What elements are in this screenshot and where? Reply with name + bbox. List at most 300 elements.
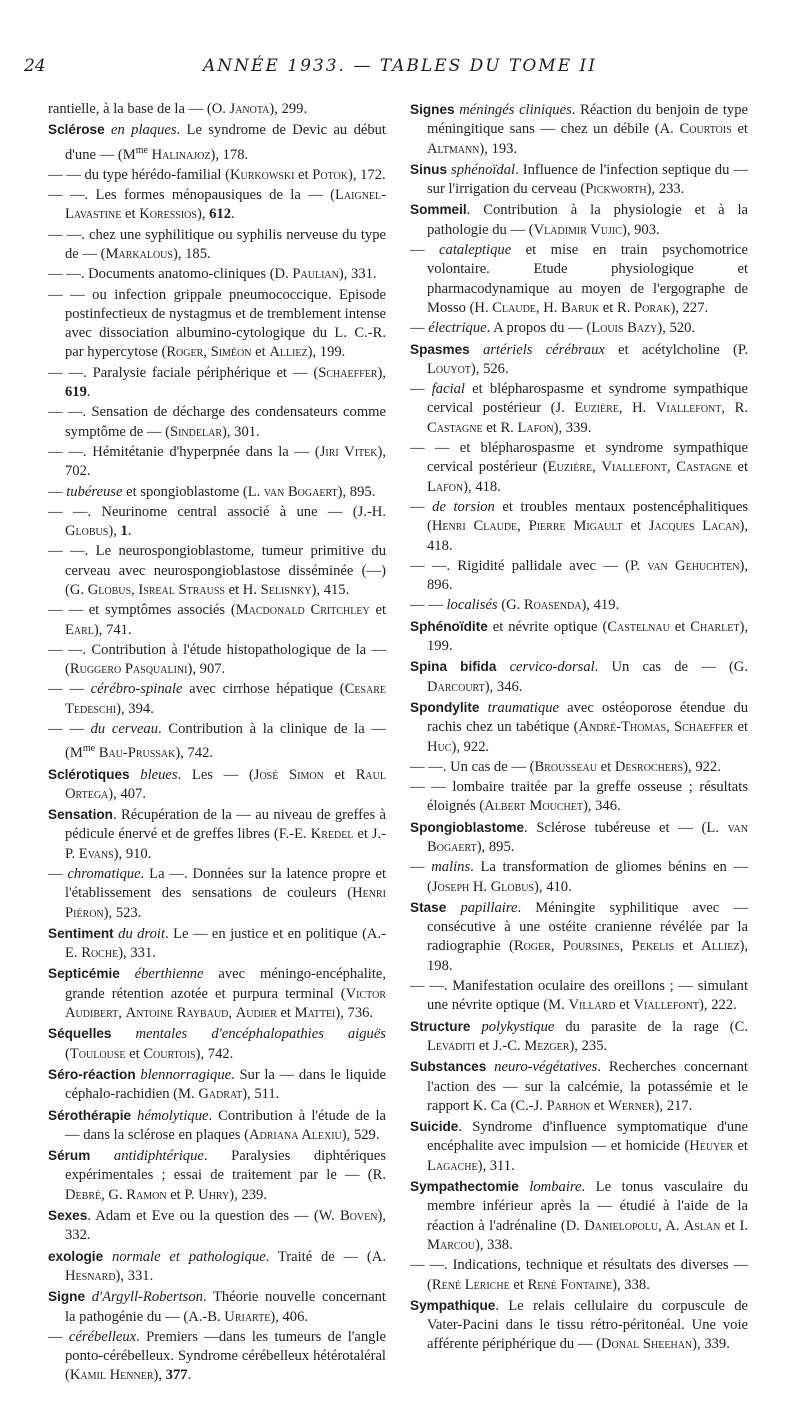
- entry-text: José Simon: [253, 766, 324, 783]
- index-entry: [410, 1057, 748, 1116]
- entry-text: ,: [550, 938, 563, 955]
- entry-keyword: Sphénoïdite: [410, 618, 488, 634]
- entry-text: Pickworth: [585, 181, 647, 198]
- entry-text: [496, 659, 509, 675]
- entry-text: —: [48, 483, 67, 500]
- entry-keyword: Septicémie: [48, 966, 120, 982]
- entry-text: Paulian: [292, 266, 339, 283]
- entry-text: et: [674, 938, 702, 955]
- index-entry: [410, 1177, 748, 1255]
- entry-text: . Réaction du benjoin de type méningitique sans — chez un débile (A.: [427, 102, 748, 138]
- entry-text: Euzière: [574, 400, 619, 417]
- entry-text: Earl: [65, 621, 94, 638]
- entry-text: Lafon: [427, 478, 464, 495]
- entry-text: Castagne: [427, 419, 483, 436]
- entry-text: ), 198.: [427, 938, 748, 974]
- index-entry: [410, 758, 748, 777]
- entry-text: [85, 1289, 92, 1305]
- index-entry: [48, 720, 386, 763]
- entry-text: Isreal Strauss: [138, 581, 225, 598]
- entry-keyword: Sympathectomie: [410, 1179, 519, 1195]
- index-entry: [410, 858, 748, 897]
- entry-text: Macdonald Critchley: [235, 602, 370, 619]
- entry-text: (G.: [497, 597, 524, 614]
- entry-text: Viallefont: [655, 400, 722, 417]
- entry-text: ), 907.: [187, 661, 226, 678]
- entry-text: hémolytique: [137, 1107, 209, 1124]
- entry-keyword: Spongioblastome: [410, 819, 525, 835]
- entry-text: et R.: [482, 419, 518, 436]
- entry-text: [130, 767, 141, 783]
- entry-text: et P.: [166, 1186, 199, 1203]
- entry-keyword: Suicide: [410, 1119, 459, 1135]
- entry-text: André-Thomas: [578, 719, 667, 736]
- entry-text: Roger: [166, 344, 204, 361]
- entry-keyword: Substances: [410, 1059, 487, 1075]
- entry-text: et: [622, 518, 649, 535]
- entry-text: neuro-végétatives: [494, 1059, 598, 1076]
- entry-text: .: [127, 523, 132, 540]
- entry-text: me: [82, 743, 96, 755]
- entry-text: ), 331.: [338, 266, 377, 283]
- entry-text: papillaire: [460, 899, 518, 916]
- entry-text: ), 394.: [116, 700, 154, 717]
- entry-text: ,: [228, 1005, 236, 1022]
- entry-text: Ruggero Pasqualini: [69, 661, 188, 678]
- entry-text: cervico-dorsal: [509, 659, 595, 676]
- entry-text: et: [276, 1005, 295, 1022]
- entry-text: Schaeffer: [674, 719, 734, 736]
- entry-text: . Premiers —dans les tumeurs de l'angle ponto-cérébelleux. Syndrome cérébelleux hétérotaléral (: [65, 1328, 386, 1384]
- entry-text: ), 418.: [463, 478, 501, 495]
- entry-text: — — ou infection grippale pneumococcique. Episode postinfectieux de nystagmus et de tremblement intense avec dissociation albumino-cytologique du L. C.-R. par hypercytose (: [48, 286, 386, 361]
- entry-text: — —: [410, 597, 447, 614]
- entry-text: Desrochers: [614, 758, 684, 775]
- entry-text: ), 520.: [657, 320, 696, 337]
- entry-text: ,: [131, 581, 139, 598]
- index-entry: [48, 542, 386, 600]
- index-entry: [410, 596, 748, 615]
- entry-text: ), 702.: [65, 443, 387, 480]
- entry-text: tubéreuse: [66, 483, 123, 500]
- entry-text: et J.-P.: [65, 826, 386, 862]
- entry-text: Viallefont: [633, 997, 700, 1014]
- entry-text: . Adam et Eve ou la question des — (W.: [87, 1208, 340, 1225]
- entry-text: Siméon: [210, 344, 252, 361]
- entry-keyword: Sinus: [410, 161, 448, 177]
- entry-text: Joseph H. Globus: [431, 878, 535, 895]
- index-entry: [410, 319, 748, 338]
- entry-keyword: Sclérose: [48, 122, 105, 138]
- entry-text: ), 235.: [569, 1037, 608, 1054]
- entry-text: — — et blépharospasme et syndrome sympathique cervical postérieur (: [410, 440, 748, 476]
- index-entry: [48, 1328, 386, 1386]
- entry-text: ), 511.: [242, 1086, 280, 1103]
- entry-text: Gadrat: [198, 1086, 243, 1103]
- entry-text: ), 193.: [479, 140, 518, 157]
- entry-text: Brousseau: [534, 758, 597, 775]
- entry-text: — — lombaire traitée par la greffe osseuse ; résultats éloignés (: [410, 779, 748, 815]
- entry-text: cérébro-spinale: [90, 681, 183, 698]
- index-entry: [410, 439, 748, 497]
- page-number: 24: [24, 56, 46, 76]
- entry-text: Jiri Vitek: [319, 443, 378, 460]
- entry-text: — —. Les formes ménopausiques de la — (: [48, 187, 335, 204]
- entry-text: Kredel: [310, 826, 354, 843]
- entry-text: et: [615, 997, 634, 1014]
- entry-text: . La —. Données sur la latence propre et l'établissement des sensations de couleurs (: [65, 866, 386, 902]
- entry-text: ), 895.: [337, 483, 376, 500]
- entry-text: Viallefont: [601, 459, 667, 476]
- entry-text: Adriana Alexiu: [248, 1126, 342, 1143]
- entry-keyword: Sexes: [48, 1208, 88, 1224]
- index-entry: [410, 380, 748, 438]
- running-title: ANNÉE 1933. — TABLES DU TOME II: [203, 56, 597, 76]
- entry-text: avec ostéoporose étendue du rachis chez un tabétique (: [427, 699, 748, 736]
- entry-text: — —. Documents anatomo-cliniques (D.: [48, 266, 293, 283]
- entry-text: . Récupération de la — au niveau de greffes à pédicule énervé et de greffes libres (F.-E.: [65, 807, 386, 843]
- entry-text: et: [323, 766, 356, 783]
- entry-text: normale et pathologique: [111, 1248, 266, 1265]
- entry-text: mentales d'encéphalopathies aiguës: [135, 1026, 386, 1043]
- entry-text: antidiphtérique: [113, 1148, 204, 1165]
- entry-text: et acétylcholine (P.: [604, 341, 749, 358]
- entry-text: Mattei: [294, 1005, 336, 1022]
- entry-text: cérébelleux: [68, 1328, 137, 1345]
- entry-text: Koressios: [139, 206, 197, 223]
- entry-text: ), 217.: [654, 1097, 693, 1114]
- entry-text: ), 910.: [113, 845, 152, 862]
- entry-text: cataleptique: [439, 242, 512, 259]
- entry-text: ), 407.: [108, 785, 146, 802]
- entry-text: —: [48, 866, 68, 882]
- entry-text: . Méningite syphilitique avec — consécutive à une ostéite cranienne révélée par la radiographie (: [427, 899, 748, 955]
- entry-text: . Sclérose tubéreuse et — (L.: [524, 819, 728, 836]
- entry-text: Roger: [513, 938, 551, 955]
- entry-text: ), 895.: [476, 838, 515, 855]
- entry-keyword: Signe: [48, 1289, 86, 1305]
- index-entry: [410, 241, 748, 318]
- entry-text: électrique: [428, 320, 487, 337]
- index-entry: [410, 340, 748, 380]
- entry-text: , A.: [658, 1217, 684, 1234]
- entry-text: et: [733, 1138, 748, 1155]
- index-entry: [410, 100, 748, 159]
- index-entry: [48, 483, 386, 502]
- entry-text: ), 415.: [311, 581, 350, 598]
- entry-text: ), 736.: [335, 1005, 374, 1022]
- entry-text: (: [65, 1045, 70, 1062]
- entry-text: [470, 342, 483, 358]
- entry-text: ,: [517, 518, 529, 535]
- index-entry: [48, 1106, 386, 1146]
- entry-text: Selisnky: [260, 581, 312, 598]
- entry-text: ), 410.: [534, 878, 572, 895]
- entry-text: ), 222.: [699, 997, 737, 1014]
- entry-text: Antoine Raybaud: [125, 1005, 229, 1022]
- entry-text: ), 922.: [683, 758, 721, 775]
- index-entry: [48, 1146, 386, 1205]
- entry-text: . Théorie nouvelle concernant la pathogénie du — (A.-B.: [65, 1289, 386, 1325]
- entry-text: Kurkowski: [229, 166, 295, 183]
- entry-text: Donal Sheehan: [600, 1336, 693, 1353]
- right-column: [410, 100, 748, 1356]
- entry-text: et: [369, 602, 386, 619]
- entry-text: ), 418.: [427, 518, 748, 554]
- entry-text: et mise en train psychomotrice volontaire. Etude physiologique et pharmacodynamique au moyen de l'ergographe de Mosso (H.: [427, 242, 748, 316]
- entry-keyword: Spasmes: [410, 341, 470, 357]
- entry-text: ), 406.: [270, 1308, 309, 1325]
- entry-text: Henri Piéron: [65, 885, 386, 921]
- entry-keyword: Sérum: [48, 1148, 91, 1164]
- page-header: [24, 56, 776, 80]
- entry-text: ), 233.: [646, 181, 685, 198]
- entry-text: ), 922.: [451, 738, 490, 755]
- entry-text: — —. Un cas de — (: [410, 758, 535, 775]
- entry-text: ,: [203, 344, 211, 361]
- entry-text: artériels cérébraux: [482, 341, 605, 358]
- entry-text: et: [125, 1045, 144, 1062]
- index-entry: [48, 1065, 386, 1105]
- entry-keyword: Sensation: [48, 807, 113, 823]
- index-entry: [48, 641, 386, 680]
- index-entry: [410, 898, 748, 976]
- entry-text: ),: [108, 523, 121, 540]
- entry-text: — —. Indications, technique et résultats des diverses — (: [410, 1257, 748, 1293]
- entry-text: , H.: [618, 400, 656, 417]
- entry-text: lombaire: [529, 1179, 582, 1196]
- entry-keyword: Sclérotiques: [48, 766, 130, 782]
- entry-text: ), 742.: [175, 745, 214, 762]
- entry-text: . Un cas de — (G.: [594, 659, 748, 676]
- entry-text: Louyot: [427, 360, 471, 377]
- entry-text: Charlet: [690, 618, 740, 635]
- entry-text: Halinajoz: [151, 146, 211, 163]
- entry-text: Darcourt: [427, 678, 485, 695]
- index-entry: [410, 557, 748, 596]
- index-entry: [410, 498, 748, 556]
- entry-text: van Bogaert: [427, 819, 748, 855]
- entry-text: éberthienne: [134, 966, 204, 983]
- entry-text: Danielopolu: [584, 1217, 659, 1234]
- entry-text: ), 741.: [93, 621, 132, 638]
- entry-text: van Bogaert: [263, 483, 338, 500]
- entry-text: ), 331.: [118, 945, 156, 962]
- entry-text: Potok: [312, 166, 348, 183]
- entry-keyword: bifida: [460, 659, 497, 675]
- entry-text: ), 227.: [670, 299, 709, 316]
- entry-text: Villard: [568, 997, 616, 1014]
- entry-text: Castelnau: [607, 618, 670, 635]
- entry-text: ), 239.: [229, 1186, 267, 1203]
- entry-text: — —. Sensation de décharge des condensateurs comme symptôme de — (: [48, 404, 386, 440]
- entry-text: ), 331.: [115, 1267, 154, 1284]
- entry-text: Sindelar: [169, 423, 222, 440]
- entry-keyword: Signes: [410, 102, 455, 117]
- index-entry: [48, 1024, 386, 1064]
- entry-text: .: [187, 1367, 192, 1384]
- entry-text: ), 199.: [307, 344, 346, 361]
- entry-text: et: [590, 1097, 609, 1114]
- entry-text: [446, 900, 460, 916]
- entry-text: — — du type hérédo-familial (: [48, 166, 230, 183]
- entry-text: du droit: [118, 925, 165, 942]
- entry-text: rantielle, à la base de la — (O.: [48, 101, 230, 117]
- entry-text: [120, 966, 135, 982]
- entry-text: . Influence de l'infection septique du — sur l'irrigation du cerveau (: [427, 161, 748, 198]
- entry-text: Claude: [492, 299, 536, 316]
- entry-text: ,: [619, 938, 632, 955]
- entry-text: et: [596, 758, 615, 775]
- entry-text: Kamil Henner: [69, 1367, 154, 1384]
- index-entry: [410, 1017, 748, 1057]
- entry-text: Courtois: [679, 121, 732, 138]
- entry-text: Laignel-Lavastine: [65, 187, 386, 223]
- entry-text: Heuyer: [689, 1138, 734, 1155]
- entry-text: Vladimir Vujic: [533, 221, 622, 238]
- index-entry: [410, 200, 748, 240]
- entry-text: ),: [377, 364, 386, 381]
- index-entry: [48, 765, 386, 805]
- entry-text: . A propos du — (: [486, 320, 592, 337]
- entry-text: . Les — (: [177, 766, 254, 783]
- entry-text: —: [48, 1328, 69, 1345]
- entry-text: et: [731, 121, 748, 138]
- entry-text: ), 185.: [172, 245, 211, 262]
- entry-text: et: [121, 206, 140, 223]
- entry-text: [90, 1148, 114, 1164]
- entry-text: Schaeffer: [318, 364, 378, 381]
- entry-text: Pierre Migault: [528, 518, 623, 535]
- entry-text: Henri Claude: [431, 518, 518, 535]
- entry-text: — —. Contribution à l'étude histopathologique de la — (: [48, 641, 386, 678]
- entry-text: — —. Manifestation oculaire des oreillons ; — simulant une névrite optique (M.: [410, 978, 748, 1014]
- entry-text: Debré: [65, 1186, 102, 1203]
- entry-text: , H.: [535, 299, 562, 316]
- index-entry: [410, 617, 748, 657]
- entry-text: facial: [431, 381, 465, 398]
- index-entry: [48, 503, 386, 542]
- entry-text: Roasenda: [523, 597, 582, 614]
- entry-text: du parasite de la rage (C.: [554, 1018, 748, 1035]
- entry-text: ), 339.: [553, 419, 592, 436]
- entry-text: . Contribution à l'étude de la — dans la sclérose en plaques (: [65, 1107, 386, 1143]
- entry-text: — —: [48, 721, 91, 738]
- entry-text: avec cirrhose hépatique (: [182, 681, 345, 698]
- entry-text: ), 338.: [612, 1276, 650, 1293]
- entry-text: blennorragique: [140, 1066, 232, 1083]
- entry-keyword: Sérothérapie: [48, 1107, 132, 1123]
- entry-keyword: Séquelles: [48, 1026, 112, 1042]
- entry-text: en plaques: [111, 122, 177, 139]
- index-entry: [48, 166, 386, 185]
- entry-text: et blépharospasme et syndrome sympathique cervical postérieur (J.: [427, 381, 748, 417]
- entry-text: ), 338.: [474, 1236, 513, 1253]
- entry-text: Aslan: [683, 1217, 721, 1234]
- entry-text: ), 346.: [582, 798, 621, 815]
- entry-text: ), 523.: [103, 904, 142, 921]
- index-entry: [410, 818, 748, 858]
- entry-text: ), 742.: [195, 1045, 234, 1062]
- entry-text: du cerveau: [90, 721, 159, 738]
- entry-text: ), 301.: [221, 423, 260, 440]
- entry-text: Hesnard: [65, 1267, 116, 1284]
- entry-text: — — et symptômes associés (: [48, 602, 236, 619]
- index-entry: [410, 1117, 748, 1176]
- entry-text: chromatique: [67, 866, 141, 882]
- entry-text: Alliez: [701, 938, 740, 955]
- entry-text: Euzière: [547, 459, 593, 476]
- entry-text: Globus: [87, 581, 132, 598]
- entry-text: me: [135, 144, 148, 156]
- entry-text: Werner: [608, 1097, 655, 1114]
- entry-keyword: Sentiment: [48, 925, 114, 941]
- entry-text: Poursines: [562, 938, 620, 955]
- entry-text: 1: [120, 523, 128, 540]
- entry-text: René Fontaine: [527, 1276, 613, 1293]
- entry-text: , R.: [721, 400, 748, 417]
- index-entry: [48, 186, 386, 225]
- index-entry: [410, 698, 748, 757]
- index-entry: [410, 1296, 748, 1355]
- entry-keyword: Structure: [410, 1018, 471, 1034]
- entry-text: Janota: [229, 101, 270, 117]
- entry-text: ),: [153, 1367, 166, 1384]
- entry-text: et: [509, 1276, 528, 1293]
- entry-text: [479, 700, 487, 716]
- entry-text: Baruk: [561, 299, 600, 316]
- index-entry: [410, 160, 748, 200]
- entry-text: polykystique: [481, 1018, 555, 1035]
- entry-text: ), 199.: [427, 618, 748, 655]
- entry-text: van Gehuchten: [647, 557, 740, 574]
- entry-text: — —. Le neurospongioblastome, tumeur primitive du cerveau avec neurospongioblastose disséminée (—) (G.: [48, 543, 386, 598]
- entry-text: , G.: [101, 1186, 127, 1203]
- entry-text: . Le — en justice et en politique (A.-E.: [65, 925, 386, 962]
- entry-text: ), 311.: [477, 1157, 515, 1174]
- entry-text: .: [86, 384, 91, 401]
- index-entry: [48, 1287, 386, 1327]
- entry-text: Lagache: [427, 1157, 478, 1174]
- index-entry: [48, 364, 386, 403]
- entry-text: et: [733, 719, 749, 736]
- entry-text: Castagne: [676, 459, 732, 476]
- entry-text: 612: [209, 206, 232, 223]
- entry-text: et J.-C.: [475, 1037, 525, 1054]
- entry-text: ), 903.: [621, 221, 660, 238]
- entry-text: — —. chez une syphilitique ou syphilis nerveuse du type de — (: [48, 226, 386, 262]
- entry-text: Uhry: [198, 1186, 230, 1203]
- entry-text: .: [231, 206, 235, 223]
- entry-text: d'Argyll-Robertson: [91, 1289, 203, 1306]
- index-entry: [410, 977, 748, 1016]
- index-entry: [48, 964, 386, 1023]
- entry-text: Ramon: [126, 1186, 167, 1203]
- entry-keyword: Séro-réaction: [48, 1066, 136, 1082]
- entry-text: et spongioblastome (L.: [122, 483, 264, 500]
- entry-keyword: Stase: [410, 899, 447, 915]
- entry-text: ), 332.: [65, 1208, 386, 1244]
- entry-text: et: [731, 459, 748, 476]
- entry-keyword: Spondylite: [410, 699, 480, 715]
- index-entry: [410, 1256, 748, 1295]
- entry-text: Mezger: [524, 1037, 570, 1054]
- entry-text: — —. Hémitétanie d'hyperpnée dans la — (: [48, 443, 320, 460]
- entry-keyword: Sympathique: [410, 1297, 496, 1313]
- entry-text: — —. Paralysie faciale périphérique et — (: [48, 364, 319, 381]
- entry-text: . Paralysies diphtériques expérimentales ; essai de traitement par le — (R.: [65, 1148, 386, 1184]
- entry-text: ), 172.: [347, 166, 386, 183]
